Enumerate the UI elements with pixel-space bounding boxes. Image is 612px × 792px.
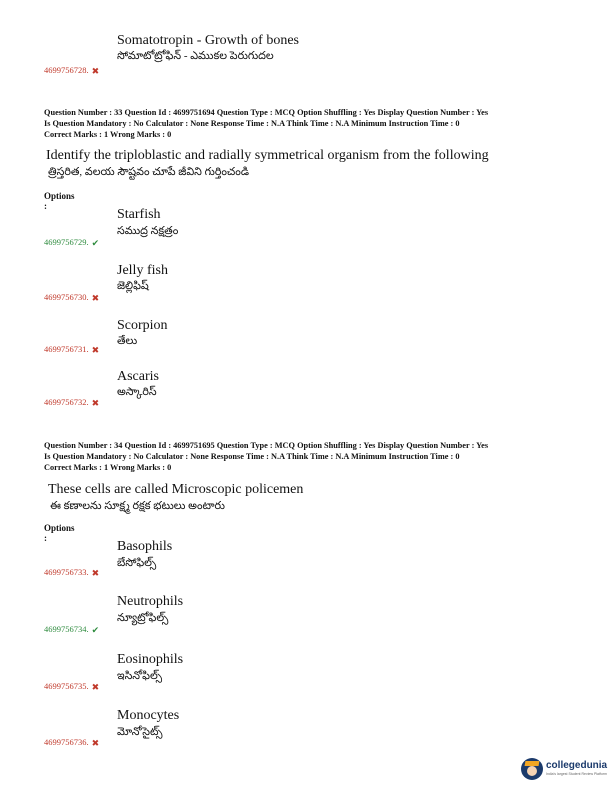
question-text-te: త్రిస్తరిత, వలయ సౌష్టవం చూపే జీవిని గుర్తించండి: [48, 166, 250, 178]
question-text-te: ఈ కణాలను సూక్ష్మ రక్షక భటులు అంటారు: [50, 500, 225, 512]
cross-icon: ✖: [91, 738, 100, 749]
option-text-en: Somatotropin - Growth of bones: [117, 33, 299, 48]
option-id: [44, 397, 99, 408]
question-meta-line3: Correct Marks : 1 Wrong Marks : 0: [44, 463, 172, 472]
options-label: Options :: [44, 523, 75, 543]
option-text-te: మోనోసైట్స్: [117, 726, 163, 738]
cross-icon: ✖: [91, 682, 100, 693]
option-id: [44, 567, 99, 578]
logo-name: collegedunia: [546, 760, 608, 771]
option-id-number: 4699756732.: [44, 397, 89, 407]
option-id-number: 4699756733.: [44, 567, 89, 577]
option-text-te: బేసోఫిల్స్: [117, 557, 157, 569]
option-text-en: Ascaris: [117, 369, 159, 384]
question-text-en: Identify the triploblastic and radially symmetrical organism from the following: [46, 148, 489, 163]
checkmark-icon: ✔: [91, 625, 100, 636]
option-id-number: 4699756728.: [44, 65, 89, 75]
checkmark-icon: ✔: [91, 238, 100, 249]
option-id: [44, 681, 99, 692]
option-id: [44, 344, 99, 355]
question-meta-line2: Is Question Mandatory : No Calculator : None Response Time : N.A Think Time : N.A Minimum Instruction Time : 0: [44, 119, 460, 128]
option-id-number: 4699756735.: [44, 681, 89, 691]
option-text-en: Jelly fish: [117, 263, 168, 278]
option-text-te: అస్కారిస్: [117, 386, 157, 398]
option-id-number: 4699756729.: [44, 237, 89, 247]
option-text-en: Neutrophils: [117, 594, 184, 609]
option-id-number: 4699756736.: [44, 737, 89, 747]
cross-icon: ✖: [91, 398, 100, 409]
cross-icon: ✖: [91, 66, 100, 77]
options-label: Options :: [44, 191, 75, 211]
option-text-te: తేలు: [117, 335, 138, 347]
cross-icon: ✖: [91, 568, 100, 579]
question-meta-line2: Is Question Mandatory : No Calculator : None Response Time : N.A Think Time : N.A Minimum Instruction Time : 0: [44, 452, 460, 461]
option-id-number: 4699756730.: [44, 292, 89, 302]
cross-icon: ✖: [91, 345, 100, 356]
option-id: [44, 624, 99, 635]
question-meta-line1: Question Number : 33 Question Id : 4699751694 Question Type : MCQ Option Shuffling : Yes Display Question Number : Yes: [44, 108, 489, 117]
logo-tagline: India's largest Student Review Platform: [546, 772, 607, 776]
option-text-te: ఇసినోఫిల్స్: [117, 670, 163, 682]
option-text-en: Basophils: [117, 539, 173, 554]
option-id: [44, 292, 99, 303]
option-text-en: Scorpion: [117, 318, 168, 333]
option-id-number: 4699756734.: [44, 624, 89, 634]
option-text-te: జెల్లిఫిష్: [117, 280, 149, 292]
collegedunia-logo: [521, 756, 607, 786]
mascot-icon: [521, 758, 543, 780]
option-id: [44, 237, 99, 248]
cross-icon: ✖: [91, 293, 100, 304]
option-text-en: Eosinophils: [117, 652, 184, 667]
question-meta-line3: Correct Marks : 1 Wrong Marks : 0: [44, 130, 172, 139]
option-text-te: సోమాటోట్రోఫిన్ - ఎముకల పెరుగుదల: [117, 50, 274, 62]
question-text-en: These cells are called Microscopic policemen: [48, 482, 304, 497]
option-text-te: న్యూట్రోఫిల్స్: [117, 612, 169, 624]
option-text-te: సముద్ర నక్షత్రం: [117, 225, 179, 237]
option-id: [44, 65, 99, 76]
option-text-en: Monocytes: [117, 708, 180, 723]
option-id-number: 4699756731.: [44, 344, 89, 354]
question-meta-line1: Question Number : 34 Question Id : 4699751695 Question Type : MCQ Option Shuffling : Yes Display Question Number : Yes: [44, 441, 489, 450]
option-text-en: Starfish: [117, 207, 161, 222]
option-id: [44, 737, 99, 748]
